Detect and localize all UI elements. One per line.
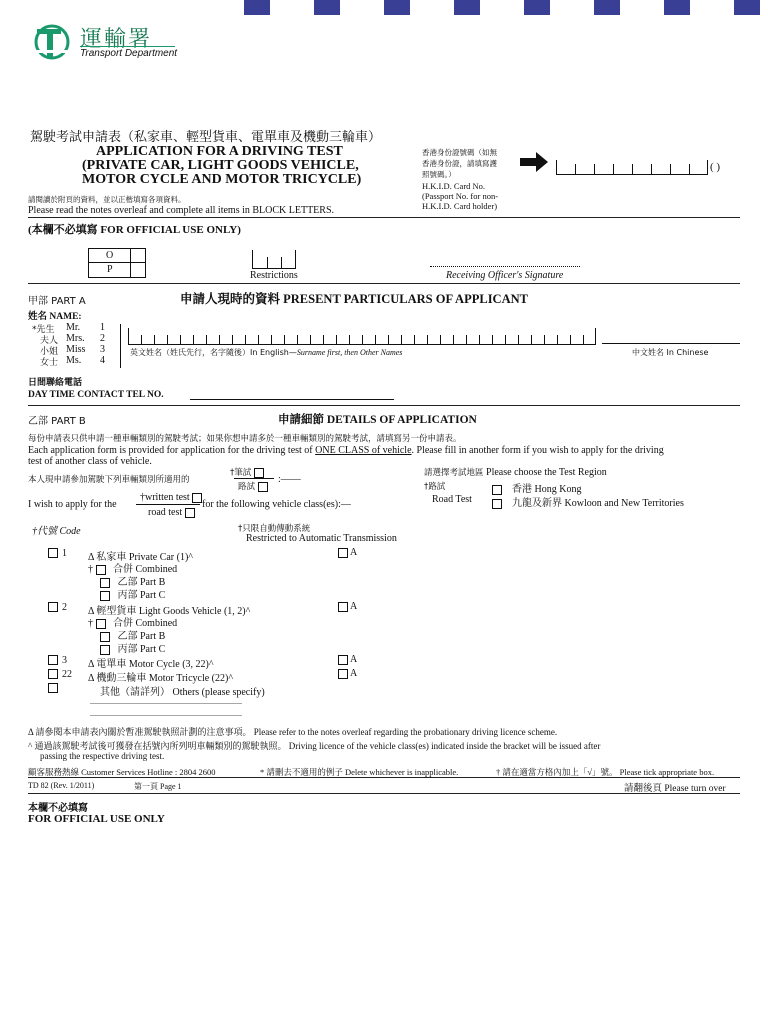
region-kln-checkbox[interactable] (492, 499, 502, 509)
form-title-line1: APPLICATION FOR A DRIVING TEST (96, 144, 343, 159)
class-1-part-c-checkbox[interactable] (100, 591, 110, 601)
title-en-1[interactable]: Mr. (66, 322, 81, 333)
restrictions-box (252, 250, 296, 269)
region-label-en: Please choose the Test Region (486, 467, 607, 478)
others-input-1[interactable]: ............................................................................ (90, 697, 242, 706)
instruction-en: Please read the notes overleaf and complete all items in BLOCK LETTERS. (28, 205, 335, 216)
name-label: 姓名 NAME: (28, 312, 82, 322)
class-row-2 (48, 601, 368, 617)
class-1-auto-checkbox[interactable] (338, 548, 348, 558)
class-2-combined-mark: † (88, 618, 93, 629)
footer-delete: * 請刪去不適用的例子 Delete whichever is inapplicable. (260, 767, 459, 777)
apply-en-b: for the following vehicle class(es):— (202, 499, 351, 510)
class-2-part-b-label: 乙部 Part B (117, 631, 166, 642)
instruction-zh: 請閱讀於附頁的資料，並以正楷填寫各項資料。 (28, 195, 186, 204)
title-num-3: 3 (100, 344, 105, 355)
hkid-label-zh1: 香港身份證號碼（如無 (422, 148, 497, 157)
class-22-auto-label: A (349, 668, 358, 679)
class-2-name: Δ 輕型貨車 Light Goods Vehicle (1, 2)^ (88, 606, 251, 617)
intro-en-line2: test of another class of vehicle. (28, 456, 152, 467)
official-use-top-label: (本欄不必填寫 FOR OFFICIAL USE ONLY) (28, 224, 241, 236)
class-1-part-c (100, 586, 165, 601)
class-22-auto (338, 668, 357, 679)
class-3-checkbox[interactable] (48, 655, 58, 665)
title-bracket (120, 324, 121, 368)
apply-zh-colon: :—— (278, 474, 301, 485)
officer-signature-label: Receiving Officer's Signature (446, 270, 564, 281)
class-1-auto (338, 547, 357, 558)
chinese-name-caption: 中文姓名 In Chinese (632, 348, 709, 357)
class-3-auto (338, 654, 357, 665)
official-use-bottom-zh: 本欄不必填寫 (28, 803, 88, 814)
class-1-code: 1 (62, 548, 67, 559)
class-2-auto (338, 601, 357, 612)
code-label: †代號 Code (32, 526, 81, 537)
title-num-1: 1 (100, 322, 105, 333)
hkid-input[interactable] (556, 156, 708, 175)
class-row-1 (48, 547, 368, 563)
title-num-4: 4 (100, 355, 105, 366)
form-number: TD 82 (Rev. 1/2011) (28, 781, 95, 790)
class-22-auto-checkbox[interactable] (338, 669, 348, 679)
intro-zh: 每份申請表只供申請一種車輛類別的駕駛考試；如果你想申請多於一種車輛類別的駕駛考試，請填寫另一份申請表。 (28, 434, 462, 444)
others-row (48, 682, 58, 693)
class-1-combined-label: 合併 Combined (113, 564, 178, 575)
intro-en-1b: ONE CLASS of vehicle (315, 445, 412, 456)
class-3-name: Δ 電單車 Motor Cycle (3, 22)^ (88, 659, 214, 670)
road-test-region-zh: †路試 (424, 482, 446, 492)
dept-name-zh: 運輸署 (80, 27, 153, 52)
written-test-checkbox[interactable] (192, 493, 202, 503)
written-en-text: †written test (140, 492, 190, 503)
class-3-auto-label: A (349, 654, 358, 665)
road-test-en (148, 507, 195, 518)
hkid-label-en1: H.K.I.D. Card No. (422, 181, 486, 191)
chinese-name-input[interactable] (602, 343, 740, 344)
class-2-part-c-label: 丙部 Part C (117, 644, 166, 655)
arrow-right-icon (520, 152, 548, 172)
official-p: P (107, 264, 113, 275)
official-o: O (106, 250, 114, 261)
restrictions-label: Restrictions (250, 270, 298, 281)
part-a-heading: 申請人現時的資料 PRESENT PARTICULARS OF APPLICANT (180, 292, 528, 306)
official-op-table (88, 248, 146, 278)
english-name-caption-zh: 英文姓名（姓氏先行，名字隨後）In English— (130, 348, 297, 357)
part-a-label: 甲部 PART A (28, 296, 86, 307)
english-name-caption (130, 347, 402, 358)
road-test-region-en: Road Test (432, 494, 472, 505)
region-kln-label: 九龍及新界 Kowloon and New Territories (512, 498, 684, 509)
class-2-combined-label: 合併 Combined (113, 618, 178, 629)
road-zh-checkbox[interactable] (258, 482, 268, 492)
part-b-label: 乙部 PART B (28, 416, 86, 427)
class-2-checkbox[interactable] (48, 602, 58, 612)
official-use-bottom-en: FOR OFFICIAL USE ONLY (28, 813, 165, 825)
class-3-code: 3 (62, 655, 67, 666)
title-en-4[interactable]: Ms. (66, 355, 82, 366)
hkid-label-en3: H.K.I.D. Card holder) (422, 201, 498, 211)
hkid-check-digit[interactable]: ( ) (710, 161, 721, 173)
footer-tick: † 請在適當方格內加上「√」號。 Please tick appropriate box. (496, 767, 715, 777)
region-label (424, 466, 607, 478)
region-hk-option (492, 480, 581, 495)
road-zh-text: 路試 (238, 482, 256, 492)
tel-input[interactable] (190, 399, 394, 400)
form-title-line3: MOTOR CYCLE AND MOTOR TRICYCLE) (82, 172, 362, 187)
intro-en-1c: . Please fill in another form if you wish to apply for the driving (411, 445, 664, 456)
hkid-label-zh2: 香港身份證，請填寫護 (422, 159, 497, 168)
part-b-heading: 申請細節 DETAILS OF APPLICATION (278, 414, 477, 426)
class-1-part-b-label: 乙部 Part B (117, 577, 166, 588)
en-fraction-line (136, 504, 200, 505)
tel-label-en: DAY TIME CONTACT TEL NO. (28, 390, 164, 400)
title-zh-4: 女士 (40, 358, 59, 368)
others-checkbox[interactable] (48, 683, 58, 693)
apply-zh: 本人現申請參加駕駛下列車輛類別所適用的 (28, 475, 190, 485)
english-name-caption-en: Surname first, then Other Names (296, 348, 403, 357)
intro-en-line1 (28, 445, 664, 456)
class-2-part-c (100, 640, 165, 655)
region-kln-option (492, 494, 684, 509)
note-licence-a: ^ 通過該駕駛考試後可獲發在括號內所列明車輛類別的駕駛執照。 Driving licence of the vehicle class(es) indicated inside the bracket will be issued after (28, 741, 601, 751)
hkid-label-en2: (Passport No. for non- (422, 191, 499, 201)
class-2-auto-checkbox[interactable] (338, 602, 348, 612)
english-name-input[interactable] (128, 328, 596, 345)
written-zh-text: †筆試 (230, 468, 252, 478)
dept-name-en: Transport Department (80, 48, 178, 59)
note-probationary: Δ 請參閱本申請表內關於暫准駕駛執照計劃的注意事項。 Please refer to the notes overleaf regarding the probationary driving licence scheme. (28, 727, 558, 737)
class-22-name: Δ 機動三輪車 Motor Tricycle (22)^ (88, 673, 234, 684)
road-test-checkbox[interactable] (185, 508, 195, 518)
intro-en-1a: Each application form is provided for application for the driving test of (28, 445, 316, 456)
class-2-code: 2 (62, 602, 67, 613)
footer-hotline: 顧客服務熱線 Customer Services Hotline : 2804 2600 (28, 767, 216, 777)
region-hk-label: 香港 Hong Kong (512, 484, 582, 495)
class-1-auto-label: A (349, 547, 358, 558)
class-1-checkbox[interactable] (48, 548, 58, 558)
auto-label-zh: †只限自動傳動系統 (238, 524, 311, 534)
written-zh-checkbox[interactable] (254, 468, 264, 478)
written-test-en (140, 492, 202, 503)
class-row-3 (48, 654, 368, 670)
others-input-2[interactable]: ............................................................................ (90, 709, 242, 718)
hkid-label-zh3: 照號碼。） (422, 170, 456, 179)
form-title-zh: 駕駛考試申請表（私家車、輕型貨車、電單車及機動三輪車） (30, 130, 382, 145)
class-row-22 (48, 668, 368, 684)
note-licence-b: passing the respective driving test. (40, 751, 165, 761)
class-22-checkbox[interactable] (48, 669, 58, 679)
class-1-part-c-label: 丙部 Part C (117, 590, 166, 601)
title-en-2[interactable]: Mrs. (66, 333, 85, 344)
region-label-zh: 請選擇考試地區 (424, 468, 484, 478)
transport-department-logo (28, 20, 76, 64)
title-zh-2: 夫人 (40, 336, 59, 346)
turn-over: 請翻後頁 Please turn over (624, 784, 726, 794)
road-en-text: road test (148, 507, 183, 518)
officer-signature-line (430, 266, 580, 267)
auto-label-en: Restricted to Automatic Transmission (246, 533, 397, 544)
tel-label-zh: 日間聯絡電話 (28, 378, 83, 388)
page-number: 第一頁 Page 1 (134, 782, 182, 791)
road-test-zh (238, 480, 268, 492)
title-zh-1: *先生 (32, 325, 55, 335)
class-2-auto-label: A (349, 601, 358, 612)
class-22-code: 22 (62, 669, 72, 680)
class-3-auto-checkbox[interactable] (338, 655, 348, 665)
apply-en-a: I wish to apply for the (28, 499, 117, 510)
title-zh-3: 小姐 (40, 347, 59, 357)
zh-fraction-line (234, 478, 274, 479)
class-1-combined-mark: † (88, 564, 93, 575)
title-en-3[interactable]: Miss (66, 344, 86, 355)
title-num-2: 2 (100, 333, 105, 344)
others-label: 其他（請詳列） Others (please specify) (100, 687, 265, 698)
class-1-name: Δ 私家車 Private Car (1)^ (88, 552, 193, 563)
title-options (32, 322, 122, 372)
form-title-line2: (PRIVATE CAR, LIGHT GOODS VEHICLE, (82, 158, 359, 173)
written-test-zh (230, 466, 264, 478)
